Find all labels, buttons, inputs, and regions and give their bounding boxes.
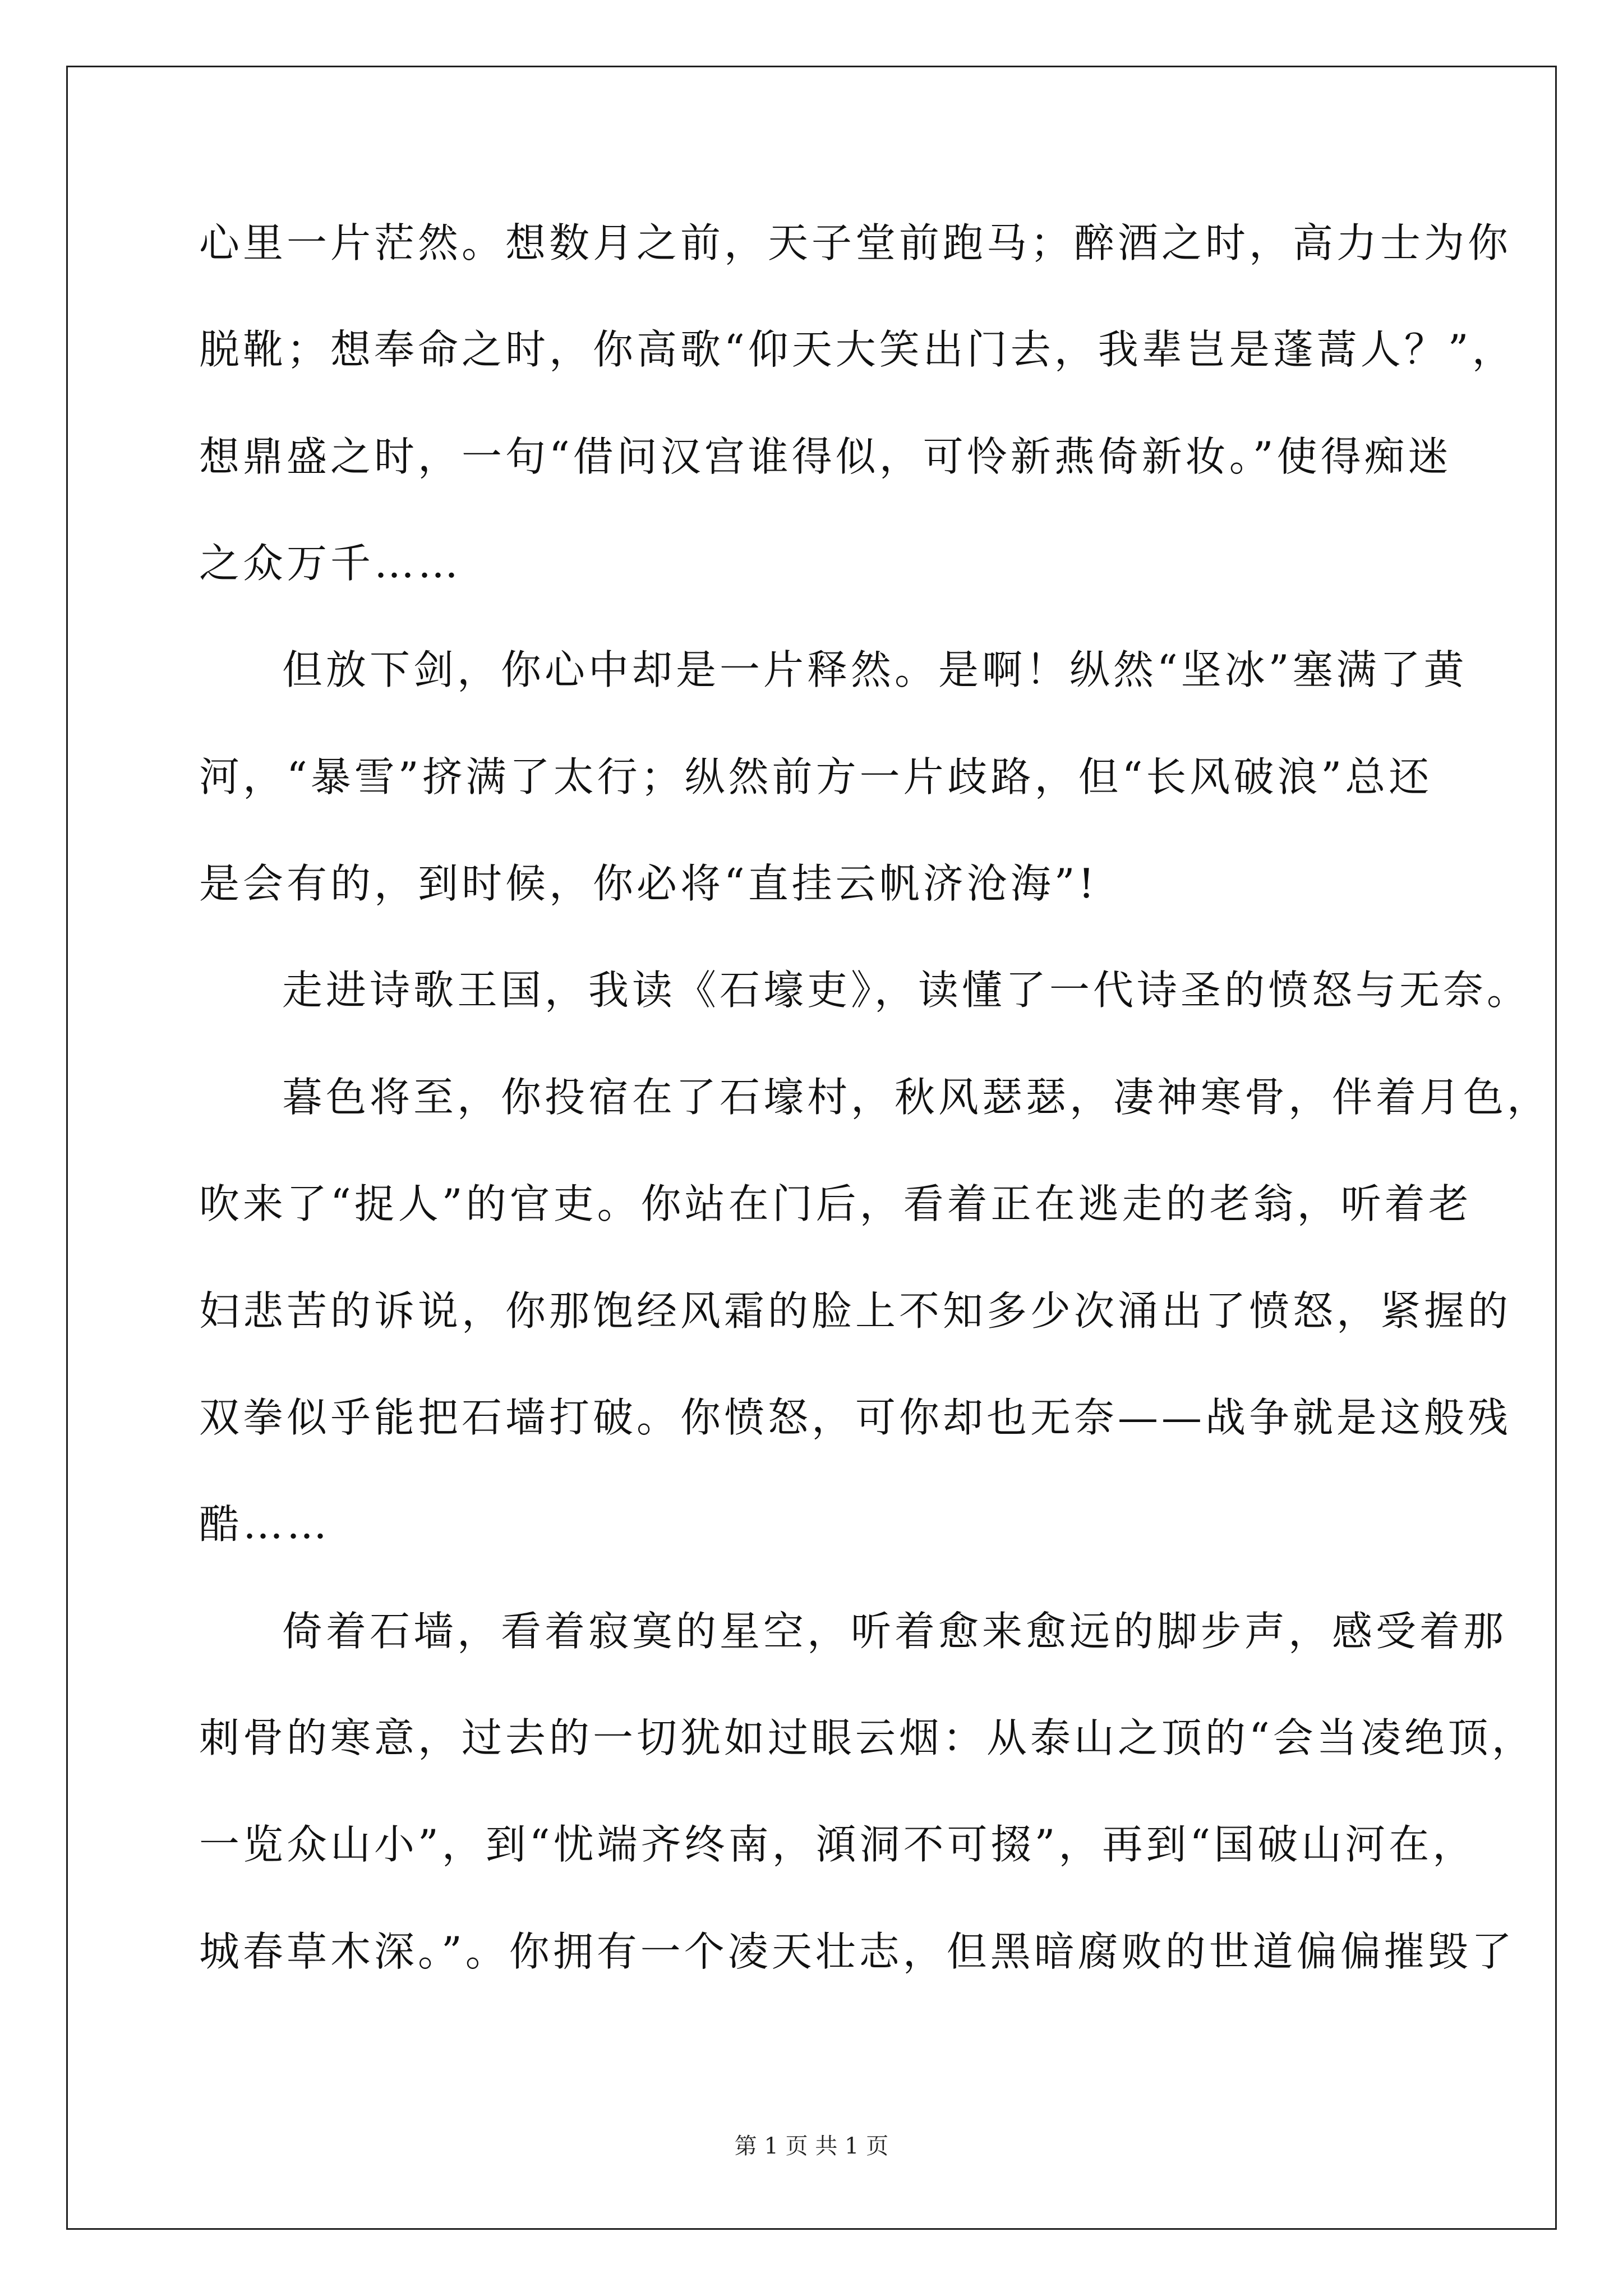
text-line: 刺骨的寒意，过去的一切犹如过眼云烟：从泰山之顶的“会当凌绝顶， [199, 1714, 1536, 1761]
text-line: 脱靴；想奉命之时，你高歌“仰天大笑出门去，我辈岂是蓬蒿人？”， [199, 326, 1516, 373]
page-border [66, 66, 1557, 2230]
text-line: 之众万千…… [199, 540, 462, 587]
text-line: 河，“暴雪”挤满了太行；纵然前方一片歧路，但“长风破浪”总还 [199, 753, 1433, 800]
text-line: 一览众山小”，到“忧端齐终南，澒洞不可掇”，再到“国破山河在， [199, 1821, 1477, 1868]
text-line: 吹来了“捉人”的官吏。你站在门后，看着正在逃走的老翁，听着老 [199, 1180, 1472, 1227]
text-line: 暮色将至，你投宿在了石壕村，秋风瑟瑟，凄神寒骨，伴着月色， [282, 1074, 1551, 1121]
text-line: 酷…… [199, 1501, 331, 1548]
text-line: 双拳似乎能把石墙打破。你愤怒，可你却也无奈——战争就是这般残 [199, 1394, 1512, 1441]
text-line: 城春草木深。”。你拥有一个凌天壮志，但黑暗腐败的世道偏偏摧毁了 [199, 1928, 1515, 1975]
text-line: 走进诗歌王国，我读《石壕吏》，读懂了一代诗圣的愤怒与无奈。 [282, 967, 1531, 1014]
page-number-footer: 第 1 页 共 1 页 [734, 2133, 889, 2159]
text-line: 心里一片茫然。想数月之前，天子堂前跑马；醉酒之时，高力士为你 [199, 219, 1512, 266]
text-line: 妇悲苦的诉说，你那饱经风霜的脸上不知多少次涌出了愤怒，紧握的 [199, 1287, 1512, 1335]
text-line: 倚着石墙，看着寂寞的星空，听着愈来愈远的脚步声，感受着那 [282, 1608, 1507, 1655]
text-line: 想鼎盛之时，一句“借问汉宫谁得似，可怜新燕倚新妆。”使得痴迷 [199, 433, 1452, 480]
text-line: 是会有的，到时候，你必将“直挂云帆济沧海”! [199, 860, 1098, 907]
text-line: 但放下剑，你心中却是一片释然。是啊！纵然“坚冰”塞满了黄 [282, 646, 1468, 693]
